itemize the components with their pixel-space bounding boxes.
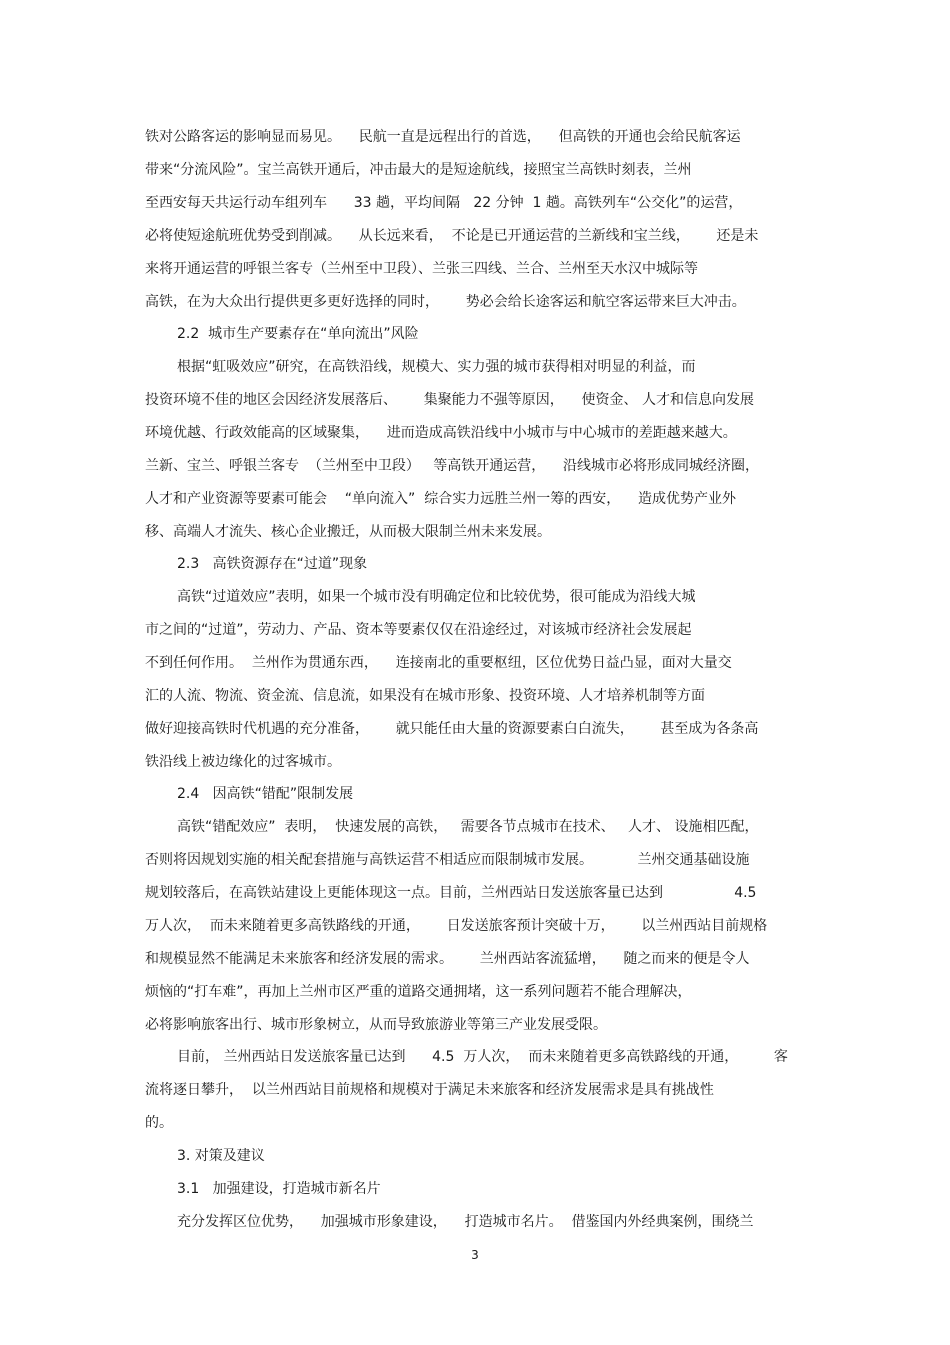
text-line: 不到任何作用。 兰州作为贯通东西， 连接南北的重要枢纽，区位优势日益凸显，面对大量交 — [145, 655, 732, 671]
text-line: 汇的人流、物流、资金流、信息流，如果没有在城市形象、投资环境、人才培养机制等方面 — [145, 688, 705, 704]
text-line: 规划较落后，在高铁站建设上更能体现这一点。目前，兰州西站日发送旅客量已达到 4.5 — [145, 885, 757, 901]
text-line: 烦恼的“打车难”，再加上兰州市区严重的道路交通拥堵，这一系列问题若不能合理解决， — [145, 984, 692, 1000]
section-heading-2-4: 2.4 因高铁“错配”限制发展 — [177, 786, 354, 802]
section-heading-3-1: 3.1 加强建设，打造城市新名片 — [177, 1181, 381, 1197]
section-heading-2-2: 2.2 城市生产要素存在“单向流出”风险 — [177, 326, 419, 342]
text-line: 的。 — [145, 1115, 173, 1131]
text-line: 投资环境不佳的地区会因经济发展落后、 集聚能力不强等原因， 使资金、 人才和信息向发展 — [145, 392, 754, 408]
text-line: 高铁，在为大众出行提供更多更好选择的同时， 势必会给长途客运和航空客运带来巨大冲击。 — [145, 294, 746, 310]
text-line: 环境优越、行政效能高的区域聚集， 进而造成高铁沿线中小城市与中心城市的差距越来越大。 — [145, 425, 737, 441]
text-line: 做好迎接高铁时代机遇的充分准备， 就只能任由大量的资源要素白白流失， 甚至成为各条高 — [145, 721, 759, 737]
section-heading-2-3: 2.3 高铁资源存在“过道”现象 — [177, 556, 368, 572]
text-line: 和规模显然不能满足未来旅客和经济发展的需求。 兰州西站客流猛增， 随之而来的便是令人 — [145, 951, 750, 967]
text-line: 人才和产业资源等要素可能会 “单向流入” 综合实力远胜兰州一筹的西安， 造成优势产业外 — [145, 491, 737, 507]
text-line: 铁对公路客运的影响显而易见。 民航一直是远程出行的首选， 但高铁的开通也会给民航客运 — [145, 129, 741, 145]
text-line: 移、高端人才流失、核心企业搬迁，从而极大限制兰州未来发展。 — [145, 524, 551, 540]
text-line: 市之间的“过道”，劳动力、产品、资本等要素仅仅在沿途经过，对该城市经济社会发展起 — [145, 622, 692, 638]
text-line: 充分发挥区位优势， 加强城市形象建设， 打造城市名片。 借鉴国内外经典案例，围绕兰 — [177, 1214, 754, 1230]
text-line: 必将使短途航班优势受到削减。 从长远来看， 不论是已开通运营的兰新线和宝兰线， 还是未 — [145, 228, 759, 244]
text-line: 来将开通运营的呼银兰客专（兰州至中卫段）、兰张三四线、兰合、兰州至天水汉中城际等 — [145, 261, 698, 277]
text-line: 铁沿线上被边缘化的过客城市。 — [145, 754, 341, 770]
text-line: 带来“分流风险”。宝兰高铁开通后，冲击最大的是短途航线，接照宝兰高铁时刻表，兰州 — [145, 162, 692, 178]
page-number: 3 — [471, 1248, 479, 1262]
text-line: 万人次， 而未来随着更多高铁路线的开通， 日发送旅客预计突破十万， 以兰州西站目前规格 — [145, 918, 768, 934]
text-line: 高铁“错配效应” 表明， 快速发展的高铁， 需要各节点城市在技术、 人才、 设施相匹配， — [177, 819, 759, 835]
text-line: 高铁“过道效应”表明，如果一个城市没有明确定位和比较优势，很可能成为沿线大城 — [177, 589, 696, 605]
text-line: 流将逐日攀升， 以兰州西站目前规格和规模对于满足未来旅客和经济发展需求是具有挑战性 — [145, 1082, 714, 1098]
text-line: 至西安每天共运行动车组列车 33 趟，平均间隔 22 分钟 1 趟。高铁列车“公交化”的运营， — [145, 195, 743, 211]
section-heading-3: 3. 对策及建议 — [177, 1148, 265, 1164]
text-line: 兰新、宝兰、呼银兰客专 （兰州至中卫段） 等高铁开通运营， 沿线城市必将形成同城经济圈， — [145, 458, 760, 474]
text-line: 必将影响旅客出行、城市形象树立，从而导致旅游业等第三产业发展受限。 — [145, 1017, 607, 1033]
text-line: 根据“虹吸效应”研究，在高铁沿线，规模大、实力强的城市获得相对明显的利益，而 — [177, 359, 696, 375]
text-line: 否则将因规划实施的相关配套措施与高铁运营不相适应而限制城市发展。 兰州交通基础设施 — [145, 852, 750, 868]
text-line: 目前， 兰州西站日发送旅客量已达到 4.5 万人次， 而未来随着更多高铁路线的开通， 客 — [177, 1049, 788, 1065]
